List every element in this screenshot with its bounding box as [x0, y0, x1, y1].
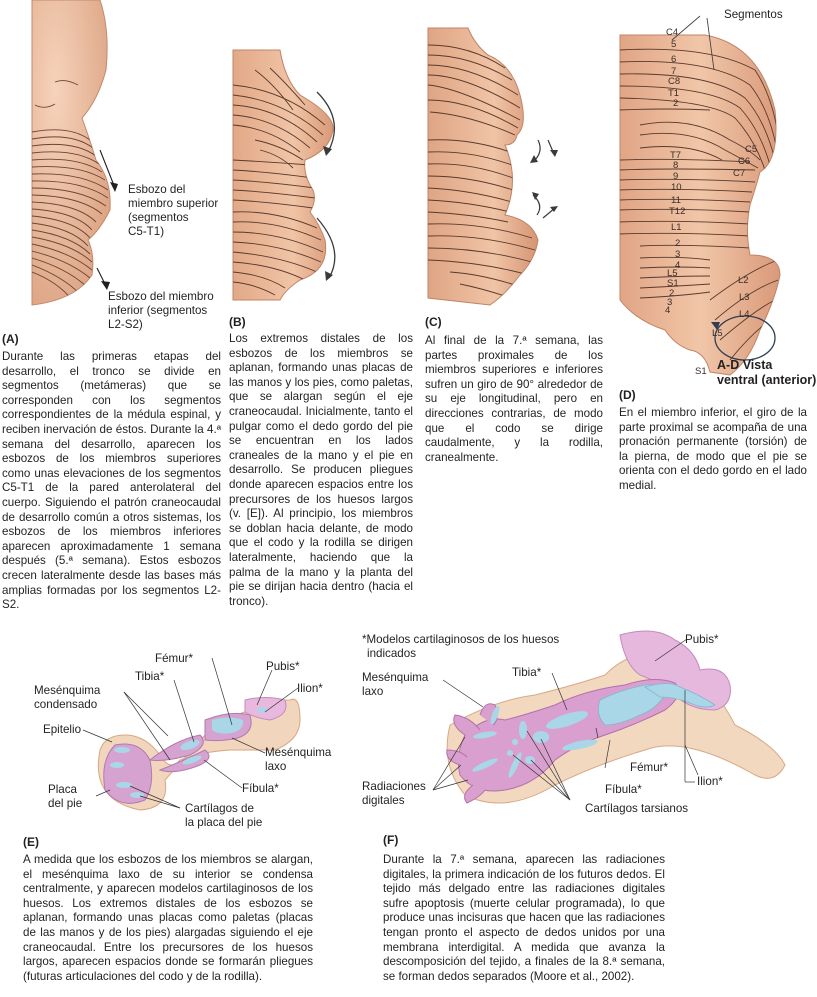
segment-label: 9	[673, 171, 679, 182]
label-cartilagos-placa: Cartílagos de la placa del pie	[185, 802, 263, 829]
label-ilion-f: Ilion*	[697, 775, 723, 788]
segment-label: C8	[668, 76, 681, 87]
segment-label: L2	[738, 275, 749, 286]
embryo-illustration-d	[610, 0, 817, 380]
caption-d: En el miembro inferior, el giro de la parte proximal se acompaña de una pronación permanente (torsión) de la pierna, de modo que el pie se orienta con el dedo gordo en el lado medial.	[619, 406, 807, 492]
label-upper-bud: Esbozo del miembro superior (segmentos C5-T1)	[128, 183, 219, 238]
label-mesenquima-condensado: Mesénquima condensado	[34, 684, 101, 711]
embryo-illustration-c	[420, 0, 610, 315]
segment-label: C5	[745, 144, 758, 155]
segment-label: 8	[673, 160, 679, 171]
panel-letter-d: (D)	[619, 388, 636, 402]
label-ilion-e: Ilion*	[297, 682, 323, 695]
segment-label: 3	[675, 249, 681, 260]
segment-label: L5	[667, 268, 678, 279]
segment-label: 10	[671, 182, 682, 193]
segment-label: C7	[733, 168, 746, 179]
panel-letter-b: (B)	[229, 315, 246, 329]
segment-label: 7	[671, 66, 677, 77]
caption-a: Durante las primeras etapas del desarrollo, el tronco se divide en segmentos (metámeras) que se corresponden con los segmentos correspondientes de la médula espinal, y reciben inervación de éstos. Durante la 4.ª semana del desarrollo, aparecen los esbozos de los miembros superiores como unas elevaciones de los segmentos C5-T1 de la pared anterolateral del cuerpo. Siguiendo el patrón craneocaudal de desarrollo común a otros sistemas, los esbozos de los miembros inferiores aparecen aproximadamente 1 semana después (5.ª semana). Estos esbozos crecen lateralmente desde las bases más amplias formadas por los segmentos L2-S2.	[2, 350, 221, 612]
segment-label: 4	[675, 260, 681, 271]
caption-b: Los extremos distales de los esbozos de los miembros se aplanan, formando unas placas de las manos y los pies, como paletas, que se alargan según el eje craneocaudal. Inicialmente, tanto el pulgar como el dedo gordo del pie se encuentran en los lados craneales de la mano y el pie en desarrollo. Se producen pliegues donde aparecen espacios entre los precursores de los huesos largos (v. [E]). Al principio, los miembros se doblan hacia delante, de modo que el codo y la rodilla se dirigen lateralmente, haciendo que la palma de la mano y la planta del pie se dirijan hacia dentro (hacia el tronco).	[229, 332, 413, 608]
caption-c: Al final de la 7.ª semana, las partes proximales de los miembros superiores e inferiores sufren un giro de 90° alrededor de su eje longitudinal, pero en direcciones contrarias, de modo que el codo se dirige caudalmente, y la rodilla, cranealmente.	[425, 334, 603, 464]
segment-label: C6	[738, 156, 751, 167]
caption-f: Durante la 7.ª semana, aparecen las radiaciones digitales, la primera indicación de los futuros dedos. El tejido más delgado entre las radiaciones digitales sufre apoptosis (muerte celular programada), lo que produce unas incisuras que hacen que las radiaciones tengan pronto el aspecto de dedos unidos por una membrana interdigital. A medida que avanza la descomposición del tejido, a finales de la 8.ª semana, se forman dedos separados (Moore et al., 2002).	[383, 853, 665, 983]
segment-label: L4	[739, 309, 750, 320]
label-epitelio: Epitelio	[43, 723, 82, 736]
segment-label: 3	[667, 297, 673, 308]
segment-label: 5	[671, 39, 677, 50]
segment-label: T12	[669, 206, 686, 217]
label-mesenquima-laxo-f: Mesénquima laxo	[362, 671, 429, 698]
label-pubis-f: Pubis*	[685, 633, 719, 646]
label-cartilagos-tarsianos: Cartílagos tarsianos	[585, 802, 689, 815]
segment-label: 2	[675, 238, 681, 249]
label-pubis-e: Pubis*	[266, 660, 300, 673]
segment-label: S1	[695, 366, 707, 377]
panel-letter-f: (F)	[383, 833, 399, 847]
segment-label: 11	[671, 195, 681, 206]
segment-label: 6	[671, 54, 677, 65]
label-fibula-e: Fíbula*	[242, 782, 279, 795]
segment-label: T1	[668, 88, 680, 99]
label-fibula-f: Fíbula*	[605, 783, 642, 796]
segment-label: 2	[669, 288, 675, 299]
caption-e: A medida que los esbozos de los miembros se alargan, el mesénquima laxo de su interior se condensa centralmente, y aparecen modelos cartilaginosos de los huesos. Los extremos distales de los esbozos se aplanan, formando unas placas como paletas (placas de las manos y de los pies) alargadas siguiendo el eje craneocaudal. Entre los precursores de los huesos largos, aparecen espacios donde se formarán pliegues (futuras articulaciones del codo y de la rodilla).	[23, 853, 313, 983]
panel-letter-a: (A)	[2, 332, 19, 346]
label-lower-bud: Esbozo del miembro inferior (segmentos L2-S2)	[108, 290, 214, 331]
label-tibia-e: Tibia*	[135, 670, 165, 683]
label-femur-f: Fémur*	[630, 761, 669, 774]
segment-label: L5	[712, 328, 723, 339]
label-femur-e: Fémur*	[155, 652, 194, 665]
segment-label: L1	[671, 222, 682, 233]
label-placa-pie: Placa del pie	[48, 783, 83, 810]
label-mesenquima-laxo-e: Mesénquima laxo	[265, 746, 332, 773]
label-note: *Modelos cartilaginosos de los huesos indicados	[362, 633, 560, 660]
segment-label: L3	[739, 292, 750, 303]
embryo-illustration-a	[0, 0, 230, 320]
panel-letter-c: (C)	[425, 315, 442, 329]
label-tibia-f: Tibia*	[512, 666, 542, 679]
label-segmentos: Segmentos	[724, 8, 783, 21]
segment-label: S1	[667, 278, 679, 289]
segment-label: C4	[666, 27, 679, 38]
segment-label: 4	[665, 305, 671, 316]
embryo-illustration-b	[225, 0, 425, 310]
panel-letter-e: (E)	[23, 835, 39, 849]
segment-label: 2	[673, 98, 679, 109]
segment-label: T7	[670, 150, 682, 161]
label-radiaciones-digitales: Radiaciones digitales	[362, 780, 426, 807]
view-label: A-D Vista ventral (anterior)	[717, 358, 817, 387]
